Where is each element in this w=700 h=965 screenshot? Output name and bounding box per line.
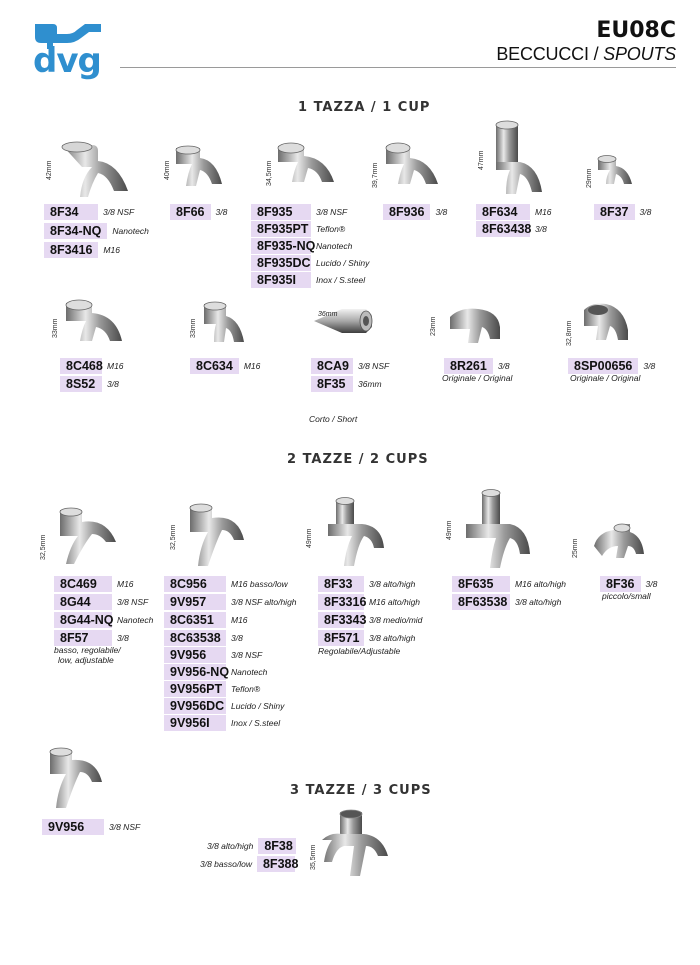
product-code: 9V957 (164, 594, 226, 610)
product-spec: 3/8 NSF (109, 822, 141, 832)
list-item (568, 358, 655, 374)
product-spec: 3/8 alto/high (369, 633, 416, 643)
spout-image-8f34 (52, 135, 132, 200)
product-spec: 3/8 medio/mid (369, 615, 423, 625)
list-item (476, 221, 547, 237)
product-code: 8F34 (44, 204, 98, 220)
product-code: 8S52 (60, 376, 102, 392)
spout-image-8f935 (272, 138, 342, 190)
product-code: 8F388 (257, 856, 295, 872)
product-spec: Nanotech (112, 226, 149, 236)
subtitle-en: SPOUTS (603, 44, 676, 64)
product-code: 8F935 (251, 204, 311, 220)
product-code: 8F38 (258, 838, 296, 854)
section-title-two-cups: 2 TAZZE / 2 CUPS (287, 452, 429, 467)
list-item (318, 576, 415, 592)
page-subtitle (496, 44, 676, 65)
product-spec: Teflon® (231, 684, 261, 694)
list-item (164, 715, 280, 731)
product-spec: 3/8 NSF (316, 207, 348, 217)
dim-label: 29mm (586, 168, 593, 188)
product-spec: M16 (535, 207, 552, 217)
list-item (251, 272, 365, 288)
product-code: 8F3316 (318, 594, 364, 610)
dim-label: 35,5mm (310, 844, 317, 870)
list-item (164, 647, 262, 663)
spout-image-8f635 (458, 488, 534, 572)
product-spec: 3/8 (215, 207, 228, 217)
dim-label: 25mm (572, 538, 579, 558)
subtitle-it: BECCUCCI (496, 44, 589, 64)
product-spec: 3/8 (231, 633, 243, 643)
list-item (207, 838, 296, 854)
list-item (42, 819, 140, 835)
product-spec: 3/8 (497, 361, 510, 371)
list-item (54, 612, 153, 628)
product-spec: Nanotech (316, 241, 353, 251)
spout-image-8f38 (318, 806, 398, 886)
product-spec: 3/8 NSF (358, 361, 390, 371)
product-spec: 3/8 NSF alto/high (231, 597, 297, 607)
product-spec: 3/8 (639, 207, 652, 217)
dim-label: 33mm (52, 318, 59, 338)
list-item (44, 223, 149, 239)
product-spec: 3/8 alto/high (515, 597, 562, 607)
list-item (164, 576, 288, 592)
dim-label: 49mm (446, 520, 453, 540)
spout-image-8f936 (378, 138, 448, 190)
spout-image-8f37 (594, 152, 634, 188)
product-code: 8C469 (54, 576, 112, 592)
product-code: 8F3343 (318, 612, 364, 628)
product-code: 8C468 (60, 358, 102, 374)
dim-label: 32,5mm (170, 524, 177, 550)
product-spec: Lucido / Shiny (231, 701, 285, 711)
product-spec: 3/8 alto/high (369, 579, 416, 589)
spout-image-8sp00656 (578, 300, 634, 348)
list-item (44, 242, 120, 258)
product-spec: 3/8 (643, 361, 656, 371)
list-item (164, 630, 243, 646)
list-item (452, 594, 561, 610)
dvg-logo (33, 20, 105, 82)
product-note: Corto / Short (309, 414, 358, 424)
product-code: 8F634 (476, 204, 530, 220)
list-item (164, 612, 248, 628)
list-item (54, 576, 134, 592)
product-code: 8F63438 (476, 221, 530, 237)
product-spec: 3/8 NSF (103, 207, 135, 217)
product-spec: 3/8 (117, 633, 129, 643)
product-spec: 3/8 (435, 207, 448, 217)
spout-image-8f634 (488, 118, 548, 198)
dim-label: 47mm (478, 150, 485, 170)
dim-label: 34,5mm (266, 160, 273, 186)
product-spec: Nanotech (117, 615, 154, 625)
section-title-three-cups: 3 TAZZE / 3 CUPS (290, 783, 432, 798)
list-item (452, 576, 566, 592)
list-item (311, 376, 382, 392)
product-spec: 3/8 NSF (117, 597, 149, 607)
product-code: 8F57 (54, 630, 112, 646)
product-code: 8G44 (54, 594, 112, 610)
product-code: 8C6351 (164, 612, 226, 628)
product-spec: 3/8 basso/low (200, 859, 252, 869)
product-spec: M16 basso/low (231, 579, 288, 589)
list-item (44, 204, 134, 220)
product-spec: M16 alto/high (515, 579, 567, 589)
product-code: 8C634 (190, 358, 239, 374)
product-spec: M16 alto/high (369, 597, 421, 607)
product-note: basso, regolabile/ (54, 645, 121, 655)
product-spec: 3/8 alto/high (207, 841, 254, 851)
dim-label: 36mm (318, 311, 338, 318)
product-spec: M16 (107, 361, 124, 371)
product-code: 9V956 (42, 819, 104, 835)
product-code: 8F34-NQ (44, 223, 107, 239)
spout-image-8r261 (444, 305, 504, 347)
product-spec: 3/8 (535, 224, 547, 234)
product-code: 8F33 (318, 576, 364, 592)
list-item (251, 238, 352, 254)
product-code: 8SP00656 (568, 358, 638, 374)
product-spec: Inox / S.steel (231, 718, 281, 728)
spout-image-8f33 (318, 496, 388, 572)
brand-name: dvg (33, 41, 101, 81)
product-code: 8F3416 (44, 242, 98, 258)
list-item (318, 594, 420, 610)
product-code: 8F936 (383, 204, 430, 220)
product-code: 8F36 (600, 576, 641, 592)
dim-label: 23mm (430, 316, 437, 336)
list-item (60, 376, 119, 392)
dim-label: 32,8mm (566, 320, 573, 346)
list-item (164, 681, 260, 697)
product-code: 8F935I (251, 272, 311, 288)
list-item (54, 594, 148, 610)
dim-label: 40mm (164, 160, 171, 180)
list-item (164, 664, 267, 680)
product-code: 8F935DC (251, 255, 311, 271)
product-spec: M16 (117, 579, 134, 589)
list-item (190, 358, 260, 374)
list-item (594, 204, 651, 220)
list-item (444, 358, 510, 374)
product-note: Regolabile/Adjustable (318, 646, 401, 656)
list-item (170, 204, 227, 220)
dim-label: 33mm (190, 318, 197, 338)
product-code: 8C956 (164, 576, 226, 592)
product-code: 8F63538 (452, 594, 510, 610)
product-code: 8F635 (452, 576, 510, 592)
dim-label: 32,5mm (40, 534, 47, 560)
list-item (318, 630, 415, 646)
list-item (164, 594, 297, 610)
list-item (251, 204, 347, 220)
product-spec: 3/8 (645, 579, 658, 589)
section-title-one-cup: 1 TAZZA / 1 CUP (298, 100, 431, 115)
spout-image-9v956 (42, 742, 106, 814)
product-code: 8R261 (444, 358, 493, 374)
product-spec: Lucido / Shiny (316, 258, 370, 268)
product-code: 9V956DC (164, 698, 226, 714)
list-item (311, 358, 389, 374)
list-item (251, 221, 345, 237)
spout-image-8c634 (198, 298, 248, 348)
product-spec: 36mm (358, 379, 382, 389)
catalog-code: EU08C (596, 18, 676, 43)
product-note: Originale / Original (442, 373, 513, 383)
header-divider (120, 67, 676, 68)
product-code: 8F935-NQ (251, 238, 311, 254)
product-spec: M16 (243, 361, 261, 371)
list-item (164, 698, 284, 714)
list-item (318, 612, 422, 628)
product-note: piccolo/small (602, 591, 651, 601)
product-code: 9V956PT (164, 681, 226, 697)
spout-image-8f36 (590, 522, 646, 562)
spout-image-8c468 (60, 295, 130, 347)
spout-image-8c469 (50, 500, 126, 572)
product-code: 8C63538 (164, 630, 226, 646)
spout-image-8f66 (170, 140, 230, 190)
product-code: 8F935PT (251, 221, 311, 237)
dim-label: 49mm (306, 528, 313, 548)
product-note: Originale / Original (570, 373, 641, 383)
product-code: 9V956I (164, 715, 226, 731)
list-item (200, 856, 299, 872)
product-spec: 3/8 (107, 379, 119, 389)
product-code: 8CA9 (311, 358, 353, 374)
product-spec: 3/8 NSF (231, 650, 263, 660)
product-spec: M16 (231, 615, 248, 625)
product-code: 8F37 (594, 204, 635, 220)
product-note: low, adjustable (58, 655, 114, 665)
product-code: 8F35 (311, 376, 353, 392)
list-item (251, 255, 369, 271)
product-spec: Nanotech (231, 667, 268, 677)
list-item (54, 630, 129, 646)
subtitle-separator: / (588, 44, 604, 64)
product-code: 9V956 (164, 647, 226, 663)
dim-label: 42mm (46, 160, 53, 180)
list-item (476, 204, 552, 220)
product-code: 8F66 (170, 204, 211, 220)
list-item (383, 204, 447, 220)
product-code: 8F571 (318, 630, 364, 646)
product-spec: Inox / S.steel (316, 275, 366, 285)
product-code: 8G44-NQ (54, 612, 112, 628)
product-spec: Teflon® (316, 224, 346, 234)
list-item (60, 358, 124, 374)
spout-image-8c956 (180, 498, 250, 574)
product-code: 9V956-NQ (164, 664, 226, 680)
dim-label: 39,7mm (372, 162, 379, 188)
product-spec: M16 (103, 245, 120, 255)
list-item (600, 576, 657, 592)
